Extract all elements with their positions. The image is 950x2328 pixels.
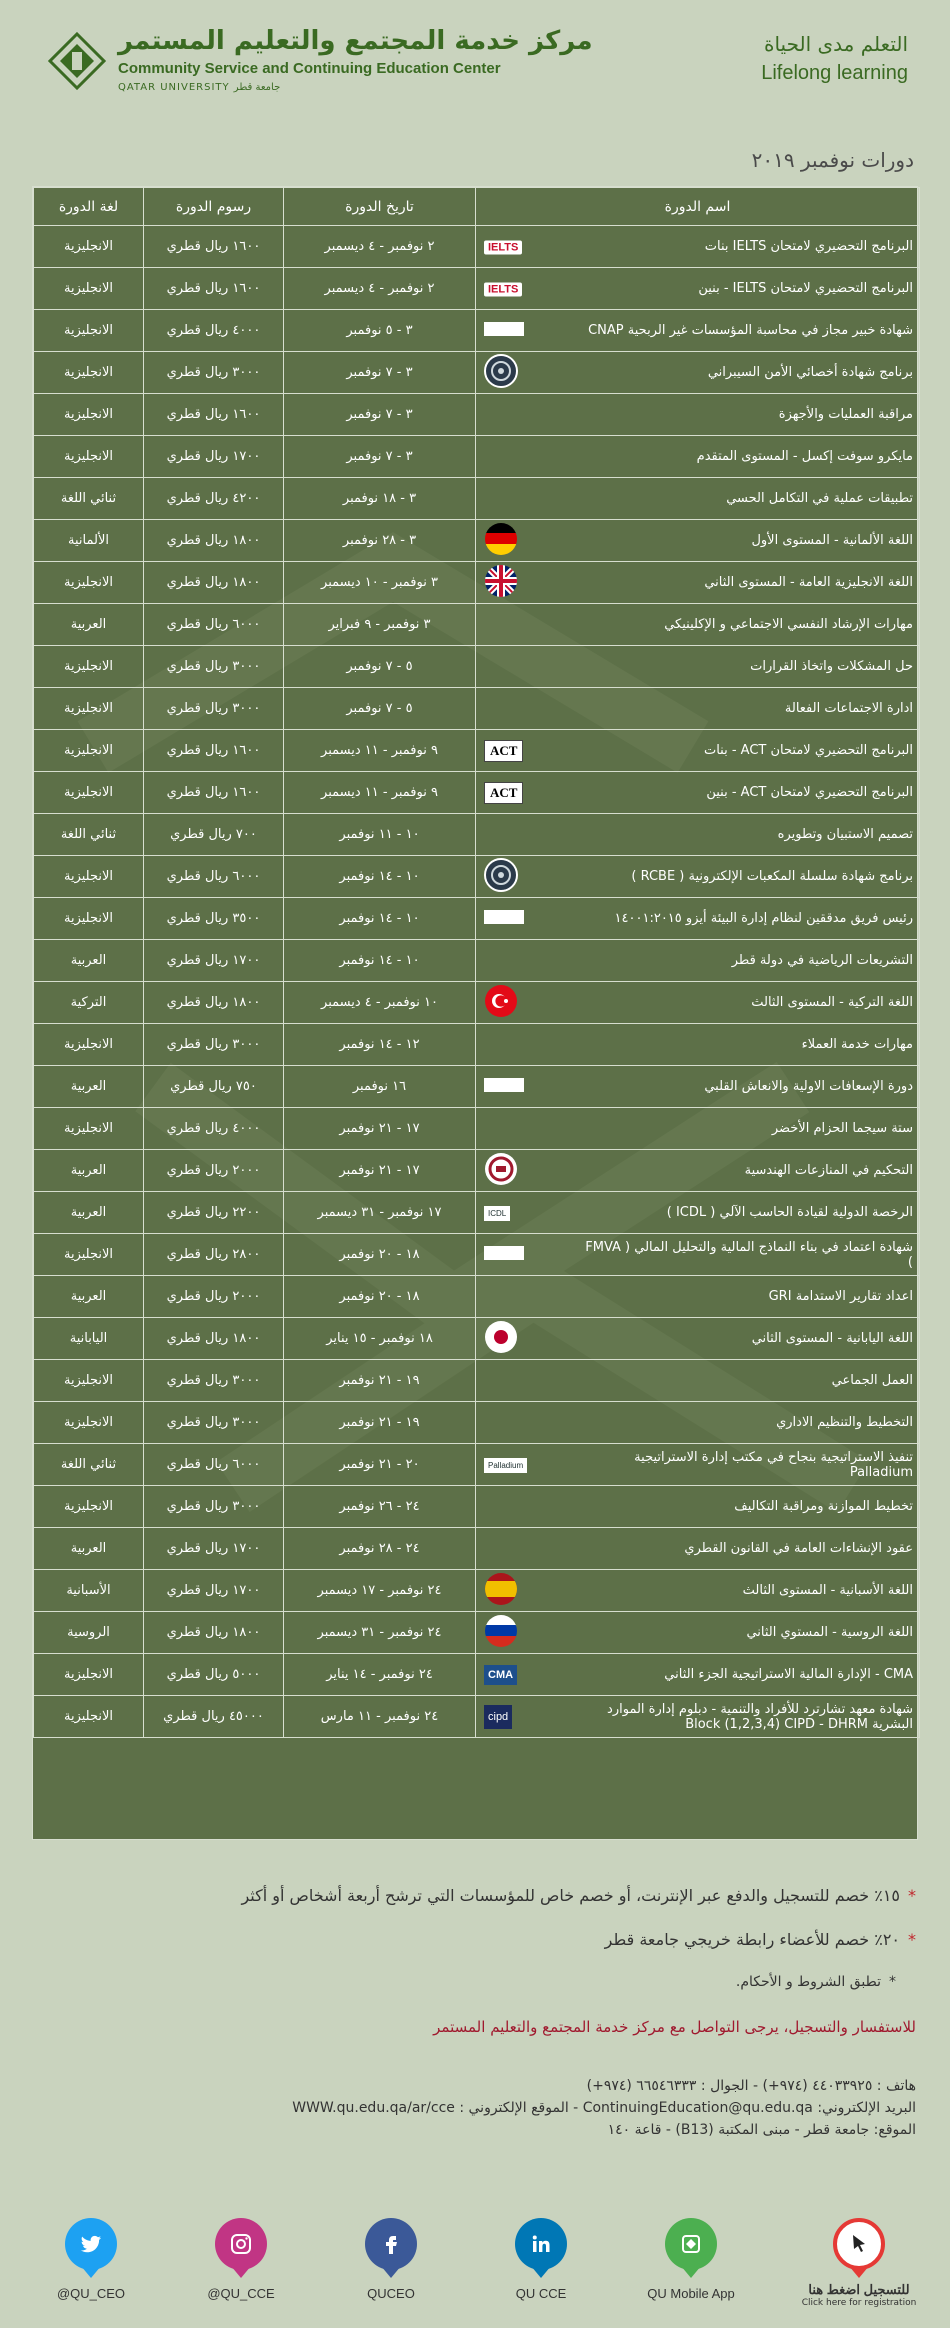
- course-fee: ١٦٠٠ ريال قطري: [144, 226, 284, 268]
- course-name-cell: [476, 646, 920, 688]
- course-language: العربية: [34, 1192, 144, 1234]
- course-name-cell: [476, 856, 920, 898]
- course-language: الانجليزية: [34, 562, 144, 604]
- courses-table-container: [32, 186, 918, 1840]
- table-row: [34, 1654, 920, 1696]
- course-name-cell: [476, 814, 920, 856]
- course-date: ١٠ - ١٤ نوفمبر: [284, 856, 476, 898]
- table-row: [34, 1528, 920, 1570]
- course-language: ثنائي اللغة: [34, 478, 144, 520]
- course-name: برنامج شهادة سلسلة المكعبات الإلكترونية ( RCBE ): [631, 869, 913, 884]
- qu-logo-icon: [48, 32, 106, 90]
- course-language: الانجليزية: [34, 1486, 144, 1528]
- provider-logo-icon: [484, 322, 524, 340]
- table-row: [34, 1318, 920, 1360]
- course-date: ٥ - ٧ نوفمبر: [284, 688, 476, 730]
- course-fee: ٢٢٠٠ ريال قطري: [144, 1192, 284, 1234]
- table-row: [34, 1066, 920, 1108]
- course-language: الانجليزية: [34, 1360, 144, 1402]
- header-course-name: اسم الدورة: [476, 188, 920, 226]
- provider-logo-icon: [484, 1205, 510, 1221]
- course-date: ١٠ - ١١ نوفمبر: [284, 814, 476, 856]
- course-name-cell: [476, 1612, 920, 1654]
- course-date: ١٠ - ١٤ نوفمبر: [284, 940, 476, 982]
- course-name: رئيس فريق مدققين لنظام إدارة البيئة أيزو ١٤٠٠١:٢٠١٥: [614, 911, 913, 926]
- provider-logo-text: ACT: [484, 740, 523, 762]
- course-name-cell: [476, 898, 920, 940]
- course-language: الانجليزية: [34, 1234, 144, 1276]
- course-name-cell: [476, 1444, 920, 1486]
- course-date: ٢ نوفمبر - ٤ ديسمبر: [284, 226, 476, 268]
- course-name: التخطيط والتنظيم الاداري: [776, 1415, 913, 1430]
- course-language: الانجليزية: [34, 1402, 144, 1444]
- header-course-lang: لغة الدورة: [34, 188, 144, 226]
- provider-logo-icon: [484, 239, 522, 254]
- course-name: اللغة التركية - المستوى الثالث: [751, 995, 913, 1010]
- course-language: الألمانية: [34, 520, 144, 562]
- asterisk-icon: *: [889, 1974, 896, 1990]
- table-row: [34, 1612, 920, 1654]
- course-name: الرخصة الدولية لقيادة الحاسب الآلي ( ICDL ): [666, 1205, 913, 1220]
- seal-logo-icon: [484, 858, 518, 896]
- course-language: الانجليزية: [34, 688, 144, 730]
- course-date: ١٨ نوفمبر - ١٥ يناير: [284, 1318, 476, 1360]
- course-language: الانجليزية: [34, 1696, 144, 1738]
- registration-label-en: Click here for registration: [801, 2298, 917, 2308]
- table-row: [34, 1024, 920, 1066]
- course-name-cell: [476, 1150, 920, 1192]
- course-date: ٩ نوفمبر - ١١ ديسمبر: [284, 772, 476, 814]
- center-name-ar: مركز خدمة المجتمع والتعليم المستمر: [118, 26, 593, 56]
- provider-logo-text: Palladium: [484, 1458, 527, 1473]
- course-fee: ٣٠٠٠ ريال قطري: [144, 352, 284, 394]
- provider-logo-icon: [484, 910, 524, 928]
- course-name: عقود الإنشاءات العامة في القانون القطري: [684, 1541, 913, 1556]
- course-name: التحكيم في المنازعات الهندسية: [744, 1163, 913, 1178]
- table-row: [34, 520, 920, 562]
- course-language: الانجليزية: [34, 772, 144, 814]
- course-fee: ٤٥٠٠٠ ريال قطري: [144, 1696, 284, 1738]
- table-row: [34, 1402, 920, 1444]
- course-date: ٣ - ٢٨ نوفمبر: [284, 520, 476, 562]
- lifelong-learning-ar: التعلم مدى الحياة: [763, 32, 908, 56]
- table-row: [34, 1192, 920, 1234]
- course-name: دورة الإسعافات الاولية والانعاش القلبي: [704, 1079, 913, 1094]
- twitter-label: @QU_CEO: [56, 2286, 126, 2301]
- courses-table: [33, 187, 920, 1738]
- course-language: الانجليزية: [34, 1024, 144, 1066]
- table-row: [34, 1108, 920, 1150]
- course-name: اعداد تقارير الاستدامة GRI: [768, 1289, 913, 1304]
- provider-logo-icon: [484, 1457, 527, 1473]
- instagram-label: @QU_CCE: [207, 2286, 275, 2301]
- course-name: شهادة خبير مجاز في محاسبة المؤسسات غير الربحية CNAP: [588, 323, 913, 338]
- course-language: الانجليزية: [34, 310, 144, 352]
- course-language: التركية: [34, 982, 144, 1024]
- table-row: [34, 1276, 920, 1318]
- contact-title: للاستفسار والتسجيل، يرجى التواصل مع مركز خدمة المجتمع والتعليم المستمر: [433, 2018, 916, 2036]
- linkedin-link[interactable]: [476, 2218, 606, 2318]
- course-language: الانجليزية: [34, 394, 144, 436]
- course-name-cell: [476, 1066, 920, 1108]
- contact-phone: هاتف : ٤٤٠٣٣٩٢٥ (٩٧٤+) - الجوال : ٦٦٥٤٦٣٣٣ (٩٧٤+): [586, 2078, 916, 2094]
- course-date: ٩ نوفمبر - ١١ ديسمبر: [284, 730, 476, 772]
- japan-flag-icon: [484, 1320, 518, 1358]
- course-name-cell: [476, 730, 920, 772]
- course-language: العربية: [34, 1150, 144, 1192]
- course-name-cell: [476, 478, 920, 520]
- course-date: ٣ نوفمبر - ٩ فبراير: [284, 604, 476, 646]
- provider-logo-icon: [484, 1705, 512, 1729]
- provider-logo-text: ICDL: [484, 1206, 510, 1221]
- course-name: حل المشكلات واتخاذ القرارات: [750, 659, 913, 674]
- course-name-cell: [476, 1402, 920, 1444]
- course-name-cell: [476, 1528, 920, 1570]
- course-date: ٢٤ - ٢٨ نوفمبر: [284, 1528, 476, 1570]
- course-fee: ٤٠٠٠ ريال قطري: [144, 310, 284, 352]
- course-fee: ١٨٠٠ ريال قطري: [144, 982, 284, 1024]
- course-name: ادارة الاجتماعات الفعالة: [784, 701, 913, 716]
- course-date: ١٧ نوفمبر - ٣١ ديسمبر: [284, 1192, 476, 1234]
- course-name-cell: [476, 940, 920, 982]
- course-name-cell: [476, 352, 920, 394]
- course-name-cell: [476, 688, 920, 730]
- provider-logo-text: [484, 322, 524, 336]
- course-name: البرنامج التحضيري لامتحان IELTS بنات: [704, 239, 913, 254]
- table-row: [34, 1150, 920, 1192]
- provider-logo-text: [484, 1246, 524, 1260]
- course-name-cell: [476, 1192, 920, 1234]
- table-row: [34, 604, 920, 646]
- course-language: الانجليزية: [34, 856, 144, 898]
- twitter-link[interactable]: [26, 2218, 156, 2318]
- instagram-link[interactable]: [176, 2218, 306, 2318]
- contact-location: الموقع: جامعة قطر - مبنى المكتبة (B13) - قاعة ١٤٠: [607, 2122, 916, 2138]
- provider-logo-text: IELTS: [484, 240, 522, 254]
- course-language: ثنائي اللغة: [34, 814, 144, 856]
- mobile-app-label: QU Mobile App: [647, 2286, 735, 2301]
- section-title: دورات نوفمبر ٢٠١٩: [751, 148, 914, 172]
- course-date: ٢٤ - ٢٦ نوفمبر: [284, 1486, 476, 1528]
- university-name: QATAR UNIVERSITY جامعة قطر: [118, 82, 281, 93]
- mobile-app-link[interactable]: [626, 2218, 756, 2318]
- course-fee: ٤٠٠٠ ريال قطري: [144, 1108, 284, 1150]
- course-date: ٢٤ نوفمبر - ٣١ ديسمبر: [284, 1612, 476, 1654]
- turkey-flag-icon: [484, 984, 518, 1022]
- provider-logo-text: [484, 1078, 524, 1092]
- table-row: [34, 688, 920, 730]
- course-fee: ٤٢٠٠ ريال قطري: [144, 478, 284, 520]
- cursor-click-icon: [833, 2218, 885, 2270]
- course-language: الانجليزية: [34, 436, 144, 478]
- table-row: [34, 898, 920, 940]
- course-name-cell: [476, 562, 920, 604]
- asterisk-icon: *: [908, 1886, 916, 1905]
- course-fee: ٦٠٠٠ ريال قطري: [144, 1444, 284, 1486]
- uk-flag-icon: [484, 564, 518, 602]
- course-name: التشريعات الرياضية في دولة قطر: [731, 953, 913, 968]
- table-row: [34, 226, 920, 268]
- facebook-link[interactable]: [326, 2218, 456, 2318]
- table-row: [34, 310, 920, 352]
- facebook-icon: [365, 2218, 417, 2270]
- table-row: [34, 814, 920, 856]
- course-date: ١٨ - ٢٠ نوفمبر: [284, 1234, 476, 1276]
- course-name: اللغة الانجليزية العامة - المستوى الثاني: [704, 575, 913, 590]
- facebook-label: QUCEO: [367, 2286, 415, 2301]
- course-name-cell: [476, 226, 920, 268]
- table-row: [34, 730, 920, 772]
- course-name: البرنامج التحضيري لامتحان IELTS - بنين: [698, 281, 913, 296]
- course-name-cell: [476, 1486, 920, 1528]
- table-row: [34, 268, 920, 310]
- course-name-cell: [476, 1024, 920, 1066]
- course-fee: ١٨٠٠ ريال قطري: [144, 562, 284, 604]
- course-fee: ٦٠٠٠ ريال قطري: [144, 604, 284, 646]
- course-fee: ١٨٠٠ ريال قطري: [144, 1318, 284, 1360]
- provider-logo-icon: [484, 782, 523, 804]
- course-language: العربية: [34, 1528, 144, 1570]
- course-fee: ١٧٠٠ ريال قطري: [144, 1528, 284, 1570]
- course-language: العربية: [34, 604, 144, 646]
- course-date: ١٠ - ١٤ نوفمبر: [284, 898, 476, 940]
- course-fee: ٣٠٠٠ ريال قطري: [144, 1024, 284, 1066]
- course-date: ٢٤ نوفمبر - ١١ مارس: [284, 1696, 476, 1738]
- provider-logo-text: CMA: [484, 1665, 517, 1685]
- course-name: مهارات خدمة العملاء: [801, 1037, 913, 1052]
- course-name: CMA - الإدارة المالية الاستراتيجية الجزء الثاني: [664, 1667, 913, 1682]
- linkedin-icon: [515, 2218, 567, 2270]
- terms-note: *تطبق الشروط و الأحكام.: [735, 1974, 896, 1990]
- course-fee: ١٧٠٠ ريال قطري: [144, 436, 284, 478]
- course-date: ١٨ - ٢٠ نوفمبر: [284, 1276, 476, 1318]
- course-fee: ٣٠٠٠ ريال قطري: [144, 1402, 284, 1444]
- center-name-en: Community Service and Continuing Education Center: [118, 60, 501, 77]
- course-fee: ١٦٠٠ ريال قطري: [144, 730, 284, 772]
- course-date: ٣ - ٧ نوفمبر: [284, 436, 476, 478]
- course-name-cell: [476, 1108, 920, 1150]
- course-date: ٢٤ نوفمبر - ١٧ ديسمبر: [284, 1570, 476, 1612]
- course-name: البرنامج التحضيري لامتحان ACT - بنين: [706, 785, 913, 800]
- table-header-row: [34, 188, 920, 226]
- course-fee: ١٨٠٠ ريال قطري: [144, 1612, 284, 1654]
- table-row: [34, 562, 920, 604]
- course-fee: ٢٠٠٠ ريال قطري: [144, 1150, 284, 1192]
- course-date: ٣ - ١٨ نوفمبر: [284, 478, 476, 520]
- table-row: [34, 772, 920, 814]
- course-name: مايكرو سوفت إكسل - المستوى المتقدم: [696, 449, 913, 464]
- course-date: ١٢ - ١٤ نوفمبر: [284, 1024, 476, 1066]
- twitter-icon: [65, 2218, 117, 2270]
- course-name: شهادة معهد تشارترد للأفراد والتنمية - دبلوم إدارة الموارد البشرية Block (1,2,3,4) CIPD - DHRM: [607, 1701, 913, 1732]
- course-date: ١٠ نوفمبر - ٤ ديسمبر: [284, 982, 476, 1024]
- course-name: اللغة الأسبانية - المستوى الثالث: [742, 1583, 913, 1598]
- course-name-cell: [476, 1234, 920, 1276]
- linkedin-label: QU CCE: [515, 2286, 567, 2301]
- course-date: ٣ - ٧ نوفمبر: [284, 394, 476, 436]
- course-fee: ٣٠٠٠ ريال قطري: [144, 1486, 284, 1528]
- discount-note-alumni: *٢٠٪ خصم للأعضاء رابطة خريجي جامعة قطر: [604, 1930, 916, 1949]
- course-date: ١٧ - ٢١ نوفمبر: [284, 1108, 476, 1150]
- course-name-cell: [476, 1360, 920, 1402]
- table-row: [34, 940, 920, 982]
- course-fee: ٧٥٠ ريال قطري: [144, 1066, 284, 1108]
- table-row: [34, 1234, 920, 1276]
- table-row: [34, 1570, 920, 1612]
- course-date: ٢٤ نوفمبر - ١٤ يناير: [284, 1654, 476, 1696]
- header-course-date: تاريخ الدورة: [284, 188, 476, 226]
- lifelong-learning-en: Lifelong learning: [761, 62, 908, 84]
- table-row: [34, 394, 920, 436]
- course-fee: ١٨٠٠ ريال قطري: [144, 520, 284, 562]
- course-language: الانجليزية: [34, 898, 144, 940]
- course-fee: ١٦٠٠ ريال قطري: [144, 394, 284, 436]
- course-date: ٥ - ٧ نوفمبر: [284, 646, 476, 688]
- provider-logo-icon: [484, 1246, 524, 1264]
- course-name-cell: [476, 1318, 920, 1360]
- course-name-cell: [476, 436, 920, 478]
- course-name: اللغة الروسية - المستوي الثاني: [746, 1625, 913, 1640]
- course-fee: ١٧٠٠ ريال قطري: [144, 940, 284, 982]
- course-date: ٣ - ٧ نوفمبر: [284, 352, 476, 394]
- mobile-app-icon: [665, 2218, 717, 2270]
- course-date: ١٦ نوفمبر: [284, 1066, 476, 1108]
- table-row: [34, 646, 920, 688]
- course-date: ١٧ - ٢١ نوفمبر: [284, 1150, 476, 1192]
- course-name-cell: [476, 394, 920, 436]
- course-language: اليابانية: [34, 1318, 144, 1360]
- course-name-cell: [476, 982, 920, 1024]
- registration-link[interactable]: [794, 2218, 924, 2318]
- table-row: [34, 1444, 920, 1486]
- contact-email[interactable]: البريد الإلكتروني: ContinuingEducation@qu.edu.qa - الموقع الإلكتروني : WWW.qu.edu.qa/ar/cce: [292, 2100, 916, 2116]
- course-language: الانجليزية: [34, 268, 144, 310]
- seal-logo-icon: [484, 1152, 518, 1190]
- table-row: [34, 1360, 920, 1402]
- course-fee: ٢٠٠٠ ريال قطري: [144, 1276, 284, 1318]
- germany-flag-icon: [484, 522, 518, 560]
- table-row: [34, 436, 920, 478]
- course-fee: ٣٥٠٠ ريال قطري: [144, 898, 284, 940]
- provider-logo-text: cipd: [484, 1705, 512, 1729]
- course-name-cell: [476, 772, 920, 814]
- course-name-cell: [476, 1570, 920, 1612]
- course-name-cell: [476, 268, 920, 310]
- course-date: ١٩ - ٢١ نوفمبر: [284, 1402, 476, 1444]
- course-name-cell: [476, 604, 920, 646]
- course-fee: ٣٠٠٠ ريال قطري: [144, 646, 284, 688]
- course-name: اللغة الألمانية - المستوى الأول: [751, 533, 913, 548]
- table-row: [34, 1486, 920, 1528]
- provider-logo-icon: [484, 740, 523, 762]
- course-name: العمل الجماعي: [831, 1373, 913, 1388]
- course-name-cell: [476, 310, 920, 352]
- course-name-cell: [476, 1654, 920, 1696]
- course-language: الروسية: [34, 1612, 144, 1654]
- seal-logo-icon: [484, 354, 518, 392]
- course-date: ٣ نوفمبر - ١٠ ديسمبر: [284, 562, 476, 604]
- course-name: اللغة اليابانية - المستوى الثاني: [751, 1331, 913, 1346]
- course-language: العربية: [34, 1066, 144, 1108]
- course-language: العربية: [34, 940, 144, 982]
- header-course-fee: رسوم الدورة: [144, 188, 284, 226]
- table-row: [34, 478, 920, 520]
- course-date: ٢ نوفمبر - ٤ ديسمبر: [284, 268, 476, 310]
- table-row: [34, 856, 920, 898]
- provider-logo-text: IELTS: [484, 282, 522, 296]
- provider-logo-icon: [484, 1078, 524, 1096]
- course-fee: ٧٠٠ ريال قطري: [144, 814, 284, 856]
- table-row: [34, 352, 920, 394]
- course-name: تنفيذ الاستراتيجية بنجاح في مكتب إدارة الاستراتيجية Palladium: [634, 1449, 913, 1480]
- course-name: تطبيقات عملية في التكامل الحسي: [726, 491, 913, 506]
- course-language: الانجليزية: [34, 352, 144, 394]
- course-fee: ٣٠٠٠ ريال قطري: [144, 688, 284, 730]
- course-date: ٢٠ - ٢١ نوفمبر: [284, 1444, 476, 1486]
- course-name-cell: [476, 1696, 920, 1738]
- course-name-cell: [476, 1276, 920, 1318]
- course-language: الانجليزية: [34, 646, 144, 688]
- course-language: الأسبانية: [34, 1570, 144, 1612]
- course-language: العربية: [34, 1276, 144, 1318]
- course-fee: ١٧٠٠ ريال قطري: [144, 1570, 284, 1612]
- course-language: الانجليزية: [34, 226, 144, 268]
- course-name: مراقبة العمليات والأجهزة: [778, 407, 913, 422]
- course-fee: ٥٠٠٠ ريال قطري: [144, 1654, 284, 1696]
- course-name: مهارات الإرشاد النفسي الاجتماعي و الإكلينيكي: [664, 617, 913, 632]
- course-date: ٣ - ٥ نوفمبر: [284, 310, 476, 352]
- course-language: الانجليزية: [34, 1654, 144, 1696]
- course-name-cell: [476, 520, 920, 562]
- course-name: برنامج شهادة أخصائي الأمن السيبراني: [707, 365, 913, 380]
- course-name: ستة سيجما الحزام الأخضر: [771, 1121, 913, 1136]
- instagram-icon: [215, 2218, 267, 2270]
- spain-flag-icon: [484, 1572, 518, 1610]
- table-row: [34, 982, 920, 1024]
- course-language: الانجليزية: [34, 730, 144, 772]
- course-name: البرنامج التحضيري لامتحان ACT - بنات: [703, 743, 913, 758]
- registration-label-ar: للتسجيل اضغط هنا: [808, 2282, 910, 2297]
- provider-logo-text: [484, 910, 524, 924]
- course-language: ثنائي اللغة: [34, 1444, 144, 1486]
- course-language: الانجليزية: [34, 1108, 144, 1150]
- table-row: [34, 1696, 920, 1738]
- course-name: شهادة اعتماد في بناء النماذج المالية والتحليل المالي ( FMVA ): [585, 1239, 913, 1270]
- course-fee: ١٦٠٠ ريال قطري: [144, 772, 284, 814]
- provider-logo-icon: [484, 1665, 517, 1685]
- provider-logo-icon: [484, 281, 522, 296]
- course-name: تصميم الاستبيان وتطويره: [777, 827, 913, 842]
- header: [0, 0, 950, 130]
- course-fee: ١٦٠٠ ريال قطري: [144, 268, 284, 310]
- course-fee: ٣٠٠٠ ريال قطري: [144, 1360, 284, 1402]
- discount-note-online: *١٥٪ خصم للتسجيل والدفع عبر الإنترنت، أو خصم خاص للمؤسسات التي ترشح أربعة أشخاص أو أكثر: [241, 1886, 916, 1905]
- course-name: تخطيط الموازنة ومراقبة التكاليف: [734, 1499, 913, 1514]
- course-fee: ٢٨٠٠ ريال قطري: [144, 1234, 284, 1276]
- asterisk-icon: *: [908, 1930, 916, 1949]
- course-date: ١٩ - ٢١ نوفمبر: [284, 1360, 476, 1402]
- provider-logo-text: ACT: [484, 782, 523, 804]
- course-fee: ٦٠٠٠ ريال قطري: [144, 856, 284, 898]
- table-body: [34, 226, 920, 1738]
- russia-flag-icon: [484, 1614, 518, 1652]
